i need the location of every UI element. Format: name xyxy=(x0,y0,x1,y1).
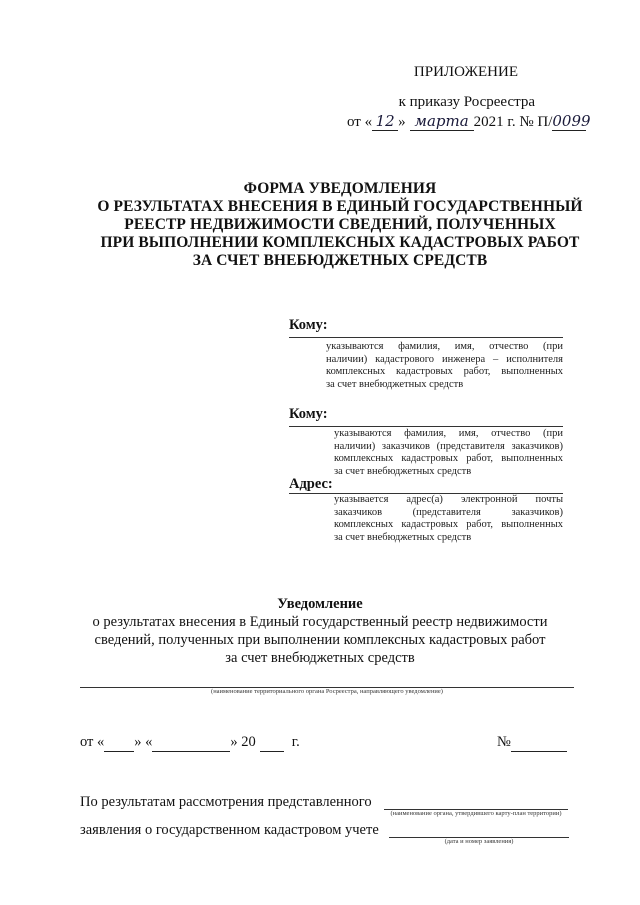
hint-line: комплексных кадастровых работ, выполненных xyxy=(334,453,563,464)
application-caption: (дата и номер заявления) xyxy=(444,838,514,845)
form-title-line: ЗА СЧЕТ ВНЕБЮДЖЕТНЫХ СРЕДСТВ xyxy=(192,252,488,269)
date-close2: » 20 xyxy=(230,734,256,750)
form-title-line: ПРИ ВЫПОЛНЕНИИ КОМПЛЕКСНЫХ КАДАСТРОВЫХ РАБОТ xyxy=(100,234,580,251)
recipient1-label: Кому: xyxy=(289,317,328,333)
order-number: 0099 xyxy=(552,112,591,130)
notice-line: о результатах внесения в Единый государственный реестр недвижимости xyxy=(92,614,548,630)
hint-line: комплексных кадастровых работ, выполненных xyxy=(326,366,563,377)
form-title-line: РЕЕСТР НЕДВИЖИМОСТИ СВЕДЕНИЙ, ПОЛУЧЕННЫХ xyxy=(124,216,556,233)
notice-line: сведений, полученных при выполнении комплексных кадастровых работ xyxy=(94,632,546,648)
application-text: заявления о государственном кадастровом учете xyxy=(80,822,379,838)
order-reference: к приказу Росреестра xyxy=(398,94,535,110)
hint-line: указываются фамилия, имя, отчество (при xyxy=(334,428,563,439)
date-from: от « xyxy=(80,734,105,750)
order-date-mid: » xyxy=(398,114,406,130)
number-line xyxy=(497,734,567,752)
address-hint xyxy=(334,494,563,544)
appendix-label: ПРИЛОЖЕНИЕ xyxy=(413,64,518,80)
hint-line: наличии) кадастрового инженера – исполнителя xyxy=(326,353,563,365)
review-caption: (наименование органа, утвердившего карту-план территории) xyxy=(390,810,562,817)
org-name-caption: (наименование территориального органа Росреестра, направляющего уведомление) xyxy=(211,688,443,695)
review-text: По результатам рассмотрения представленного xyxy=(80,794,372,810)
date-close1: » « xyxy=(134,734,153,750)
notice-line: за счет внебюджетных средств xyxy=(225,650,415,666)
date-year-suffix: г. xyxy=(291,734,300,750)
hint-line: указывается адрес(а) электронной почты xyxy=(334,494,563,505)
date-day-field[interactable] xyxy=(104,734,134,752)
recipient2-hint xyxy=(334,428,563,478)
date-year-field[interactable] xyxy=(260,734,284,752)
recipient1-hint xyxy=(326,341,563,391)
form-title-line: ФОРМА УВЕДОМЛЕНИЯ xyxy=(243,180,437,197)
form-title-line: О РЕЗУЛЬТАТАХ ВНЕСЕНИЯ В ЕДИНЫЙ ГОСУДАРСТВЕННЫЙ xyxy=(97,198,583,215)
recipient2-line xyxy=(289,426,563,427)
order-date-prefix: от « xyxy=(347,114,373,130)
notice-heading: Уведомление xyxy=(277,596,363,612)
date-month-field[interactable] xyxy=(152,734,230,752)
hint-line: заказчиков (представителя заказчиков) xyxy=(334,506,563,518)
hint-line: комплексных кадастровых работ, выполненных xyxy=(334,519,563,530)
recipient2-label: Кому: xyxy=(289,406,328,422)
hint-line: указываются фамилия, имя, отчество (при xyxy=(326,341,563,352)
hint-line: за счет внебюджетных средств xyxy=(334,531,472,543)
form-title xyxy=(60,180,620,270)
order-day: 12 xyxy=(372,112,398,131)
hint-line: за счет внебюджетных средств xyxy=(326,378,464,390)
date-line xyxy=(80,734,300,752)
number-sign: № xyxy=(497,734,511,750)
notice-text xyxy=(40,613,600,667)
number-field[interactable] xyxy=(511,734,567,752)
order-month: марта xyxy=(410,112,474,131)
hint-line: за счет внебюджетных средств xyxy=(334,465,472,477)
address-label: Адрес: xyxy=(289,476,333,492)
order-date-line xyxy=(347,112,591,131)
recipient1-line xyxy=(289,337,563,338)
order-year-part: 2021 г. № П/ xyxy=(473,114,553,130)
hint-line: наличии) заказчиков (представителя заказчиков) xyxy=(334,440,563,452)
